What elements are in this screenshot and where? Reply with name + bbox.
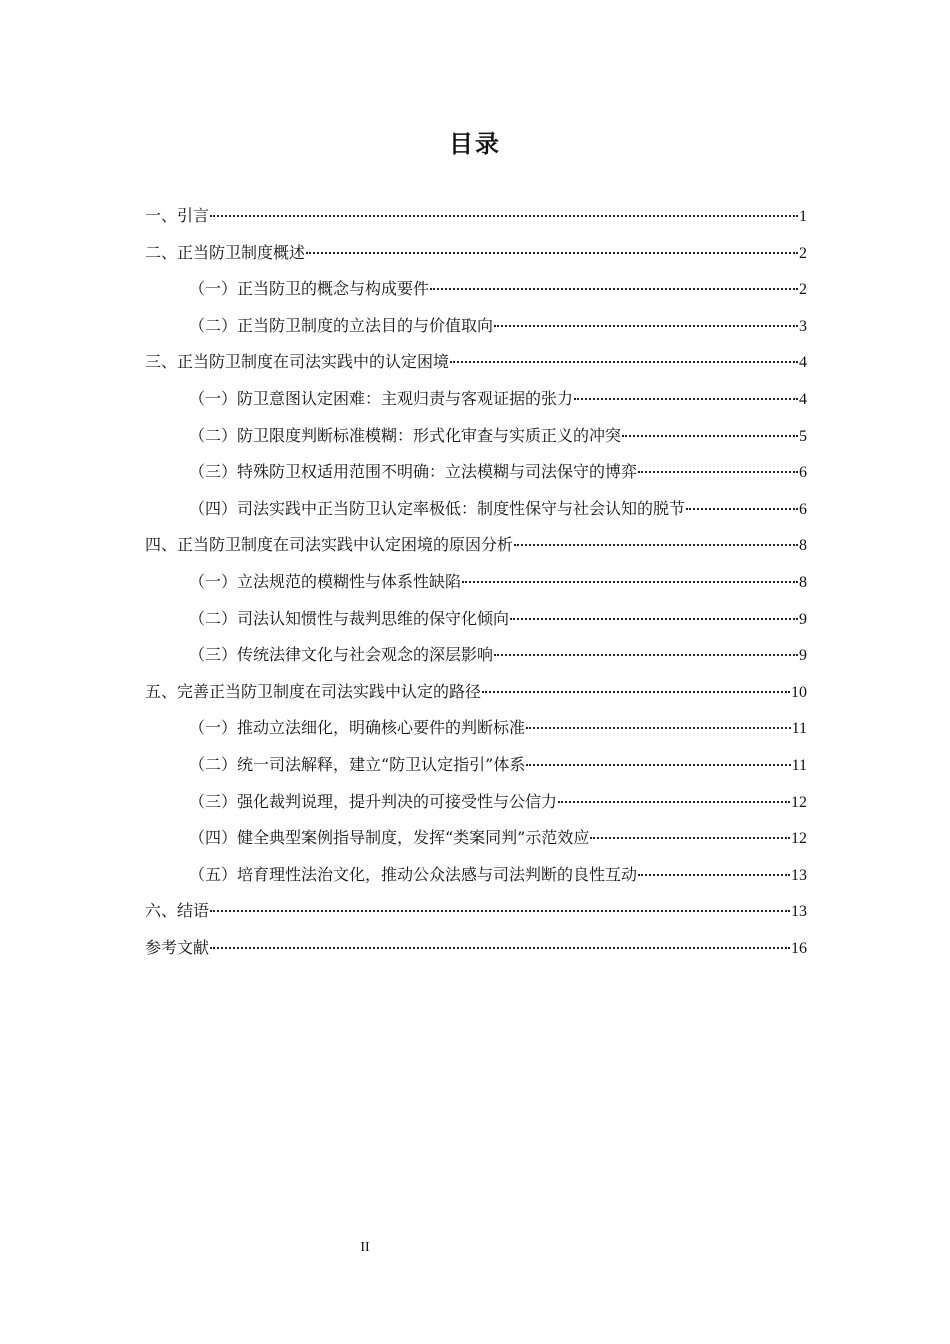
toc-entry-title: 三、正当防卫制度在司法实践中的认定困境 [145, 352, 450, 372]
toc-entry-title: （四）健全典型案例指导制度，发挥“类案同判”示范效应 [189, 828, 590, 848]
toc-dot-leader [686, 508, 798, 510]
toc-entry[interactable] [145, 715, 807, 752]
toc-entry-title: 四、正当防卫制度在司法实践中认定困境的原因分析 [145, 535, 514, 555]
toc-entry-title: （二）统一司法解释，建立“防卫认定指引”体系 [189, 754, 526, 774]
toc-dot-leader [526, 727, 791, 729]
toc-entry-title: （五）培育理性法治文化，推动公众法感与司法判断的良性互动 [189, 864, 638, 884]
toc-entry-page: 16 [791, 939, 807, 957]
toc-entry-title: （二）正当防卫制度的立法目的与价值取向 [189, 315, 494, 335]
toc-dot-leader [210, 215, 798, 217]
toc-entry-page: 2 [799, 281, 807, 299]
toc-entry-page: 13 [791, 866, 807, 884]
toc-dot-leader [210, 910, 790, 912]
toc-entry[interactable] [145, 898, 807, 935]
toc-dot-leader [494, 654, 798, 656]
toc-entry[interactable] [145, 606, 807, 643]
toc-entry-title: 一、引言 [145, 206, 210, 225]
toc-entry-title: 二、正当防卫制度概述 [145, 242, 306, 262]
toc-entry-page: 6 [799, 464, 807, 482]
toc-entry[interactable] [145, 825, 807, 862]
table-of-contents [145, 203, 807, 971]
toc-entry-title: 参考文献 [145, 937, 210, 957]
toc-dot-leader [514, 544, 798, 546]
toc-entry-page: 5 [799, 427, 807, 445]
toc-entry[interactable] [145, 752, 807, 789]
toc-entry-title: （一）防卫意图认定困难：主观归责与客观证据的张力 [189, 388, 574, 408]
toc-entry[interactable] [145, 386, 807, 423]
toc-entry-title: 五、完善正当防卫制度在司法实践中认定的路径 [145, 681, 482, 701]
toc-dot-leader [558, 801, 790, 803]
toc-entry[interactable] [145, 569, 807, 606]
toc-entry-page: 12 [791, 830, 807, 848]
toc-entry[interactable] [145, 423, 807, 460]
toc-entry-page: 10 [791, 683, 807, 701]
toc-entry-page: 8 [799, 573, 807, 591]
page-title: 目录 [449, 130, 501, 158]
page-number: II [360, 1240, 370, 1255]
toc-entry-title: （一）正当防卫的概念与构成要件 [189, 279, 430, 299]
toc-entry-page: 9 [799, 647, 807, 665]
toc-entry[interactable] [145, 459, 807, 496]
toc-entry-page: 13 [791, 903, 807, 921]
toc-entry[interactable] [145, 679, 807, 716]
toc-entry[interactable] [145, 789, 807, 826]
toc-entry-page: 4 [799, 354, 807, 372]
toc-dot-leader [510, 618, 798, 620]
toc-dot-leader [430, 288, 798, 290]
toc-entry[interactable] [145, 935, 807, 972]
toc-entry-title: （二）防卫限度判断标准模糊：形式化审查与实质正义的冲突 [189, 425, 622, 445]
toc-dot-leader [638, 874, 790, 876]
toc-dot-leader [450, 361, 798, 363]
toc-dot-leader [574, 398, 798, 400]
toc-entry-title: （一）推动立法细化，明确核心要件的判断标准 [189, 718, 526, 738]
toc-entry-page: 8 [799, 537, 807, 555]
toc-entry-title: （三）特殊防卫权适用范围不明确：立法模糊与司法保守的博弈 [189, 462, 638, 482]
toc-entry-title: 六、结语 [145, 901, 210, 921]
toc-entry[interactable] [145, 642, 807, 679]
toc-entry[interactable] [145, 532, 807, 569]
toc-dot-leader [622, 435, 798, 437]
toc-entry[interactable] [145, 862, 807, 899]
toc-entry-page: 11 [791, 720, 807, 738]
toc-dot-leader [306, 252, 798, 254]
toc-entry-title: （三）强化裁判说理，提升判决的可接受性与公信力 [189, 791, 558, 811]
toc-entry[interactable] [145, 313, 807, 350]
toc-dot-leader [462, 581, 798, 583]
toc-entry-title: （一）立法规范的模糊性与体系性缺陷 [189, 571, 462, 591]
toc-dot-leader [526, 764, 790, 766]
toc-dot-leader [638, 471, 798, 473]
toc-entry-page: 2 [799, 244, 807, 262]
toc-dot-leader [482, 691, 790, 693]
toc-entry-page: 4 [799, 390, 807, 408]
toc-entry-page: 9 [799, 610, 807, 628]
toc-entry[interactable] [145, 240, 807, 277]
toc-dot-leader [590, 837, 790, 839]
toc-entry-page: 1 [799, 208, 807, 225]
toc-entry-page: 11 [791, 756, 807, 774]
toc-entry-title: （四）司法实践中正当防卫认定率极低：制度性保守与社会认知的脱节 [189, 498, 686, 518]
toc-entry-page: 12 [791, 793, 807, 811]
toc-entry[interactable] [145, 203, 807, 240]
toc-entry[interactable] [145, 496, 807, 533]
toc-entry-title: （二）司法认知惯性与裁判思维的保守化倾向 [189, 608, 510, 628]
toc-dot-leader [210, 947, 790, 949]
toc-entry[interactable] [145, 276, 807, 313]
toc-entry-page: 6 [799, 500, 807, 518]
toc-entry-title: （三）传统法律文化与社会观念的深层影响 [189, 645, 494, 665]
toc-dot-leader [494, 325, 798, 327]
toc-entry[interactable] [145, 349, 807, 386]
toc-entry-page: 3 [799, 317, 807, 335]
